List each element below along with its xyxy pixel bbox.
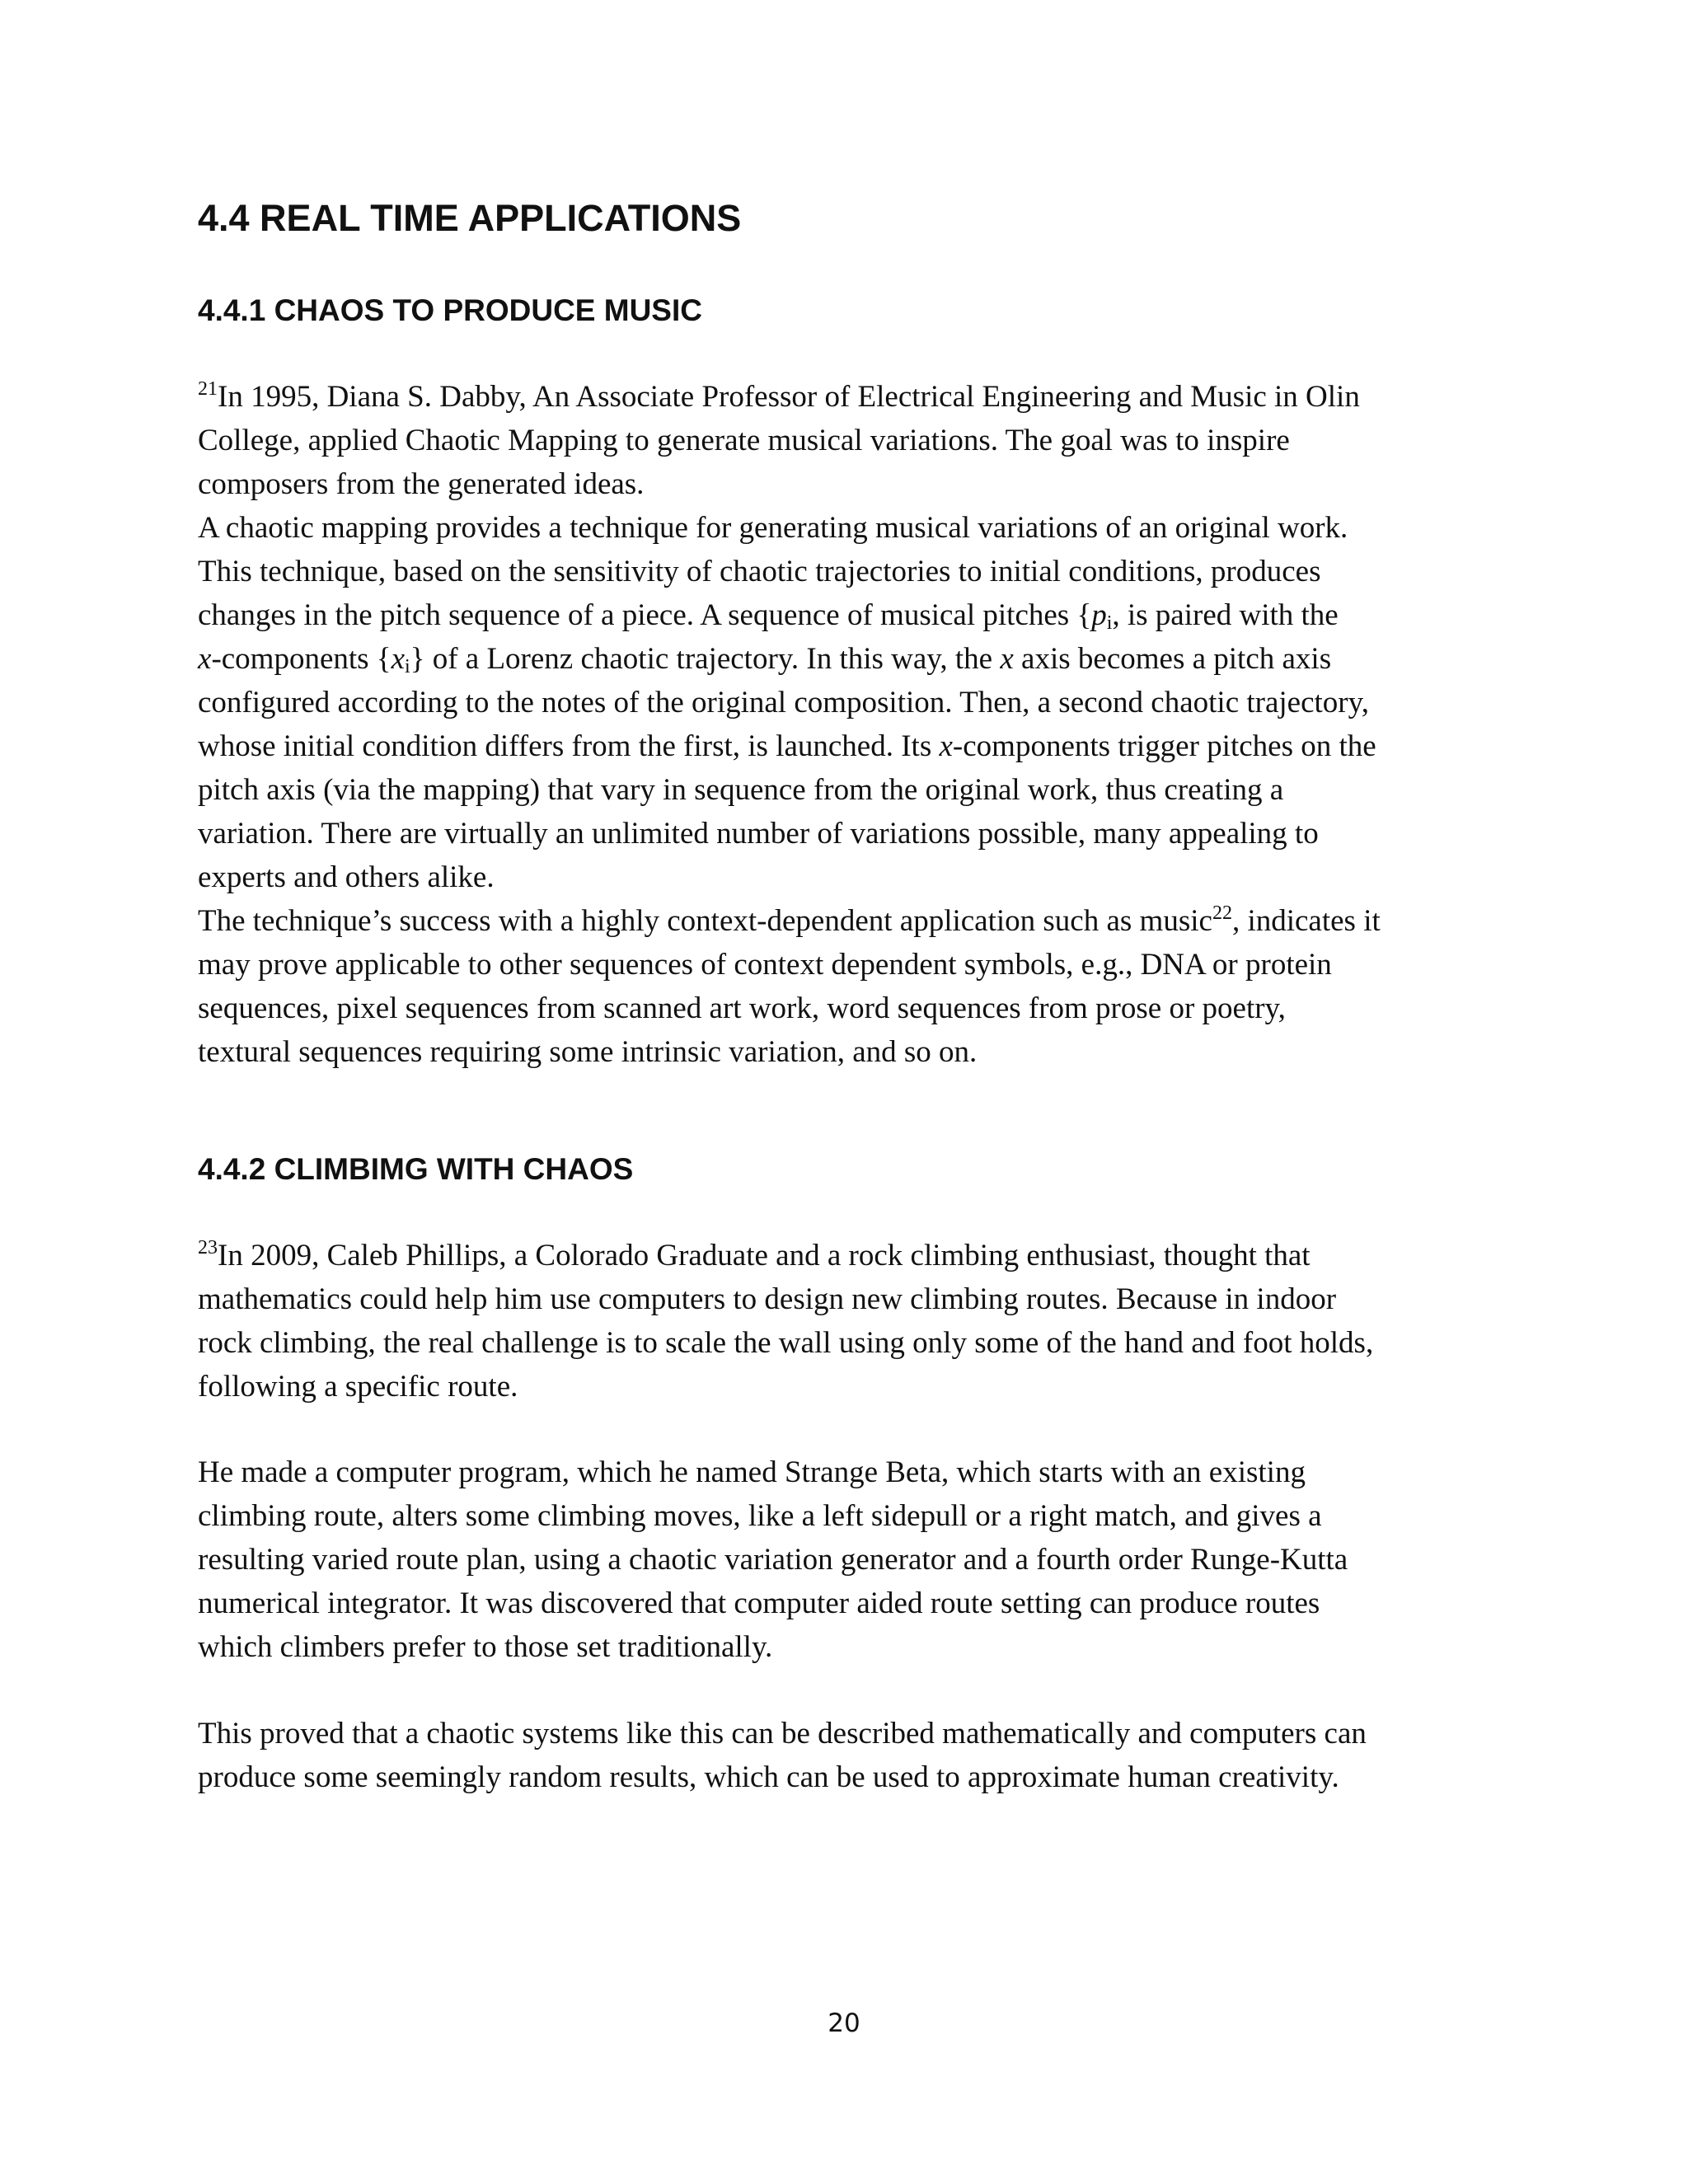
climbing-paragraph-1 xyxy=(198,1234,1517,1408)
text-line: The technique’s success with a highly context-dependent application such as music$^{22}$, indicates it xyxy=(198,902,1381,938)
footnote-ref-23: 23 xyxy=(198,1237,218,1258)
text-line: composers from the generated ideas. xyxy=(198,467,645,501)
text-line: x-components $\{x_i\}$ of a Lorenz chaotic trajectory. In this way, the x axis becomes a pitch axis xyxy=(198,642,1332,677)
page-number: 20 xyxy=(828,2008,860,2038)
text-line: textural sequences requiring some intrinsic variation, and so on. xyxy=(198,1035,978,1069)
text-line: numerical integrator. It was discovered that computer aided route setting can produce routes xyxy=(198,1586,1320,1620)
text-line: A chaotic mapping provides a technique for generating musical variations of an original work. xyxy=(198,511,1348,545)
footnote-ref-22: 22 xyxy=(1212,902,1232,924)
text-line: College, applied Chaotic Mapping to generate musical variations. The goal was to inspire xyxy=(198,424,1290,457)
subsection-heading-climbing: 4.4.2 CLIMBIMG WITH CHAOS xyxy=(198,1152,634,1186)
text-line: This technique, based on the sensitivity of chaotic trajectories to initial conditions, produces xyxy=(198,555,1321,588)
text-line: rock climbing, the real challenge is to scale the wall using only some of the hand and foot holds, xyxy=(198,1326,1374,1360)
text-line: He made a computer program, which he named Strange Beta, which starts with an existing xyxy=(198,1455,1306,1489)
text-line: $^{21}$In 1995, Diana S. Dabby, An Associate Professor of Electrical Engineering and Music in Olin xyxy=(198,378,1360,414)
text-line: may prove applicable to other sequences of context dependent symbols, e.g., DNA or protein xyxy=(198,948,1332,982)
text-line: produce some seemingly random results, which can be used to approximate human creativity. xyxy=(198,1760,1339,1794)
text-line: resulting varied route plan, using a chaotic variation generator and a fourth order Runge-Kutta xyxy=(198,1543,1348,1577)
text-line: which climbers prefer to those set traditionally. xyxy=(198,1630,773,1664)
text-line: following a specific route. xyxy=(198,1370,518,1404)
text-line: whose initial condition differs from the first, is launched. Its x-components trigger pitches on the xyxy=(198,729,1376,763)
text-line: configured according to the notes of the original composition. Then, a second chaotic trajectory, xyxy=(198,686,1369,719)
text-line: pitch axis (via the mapping) that vary in sequence from the original work, thus creating a xyxy=(198,773,1284,807)
text-line: changes in the pitch sequence of a piece. A sequence of musical pitches {$p_i$, is paired with the xyxy=(198,598,1339,634)
section-title: 4.4 REAL TIME APPLICATIONS xyxy=(198,197,742,239)
text-line: This proved that a chaotic systems like this can be described mathematically and computers can xyxy=(198,1717,1367,1750)
climbing-paragraph-2 xyxy=(198,1451,1517,1669)
text-line: sequences, pixel sequences from scanned art work, word sequences from prose or poetry, xyxy=(198,991,1286,1025)
music-paragraph xyxy=(198,375,1517,1074)
text-line: experts and others alike. xyxy=(198,860,495,894)
climbing-paragraph-3 xyxy=(198,1712,1517,1799)
subsection-heading-music: 4.4.1 CHAOS TO PRODUCE MUSIC xyxy=(198,293,702,327)
text-line: mathematics could help him use computers to design new climbing routes. Because in indoor xyxy=(198,1282,1337,1316)
text-line: climbing route, alters some climbing moves, like a left sidepull or a right match, and gives a xyxy=(198,1499,1322,1533)
text-line: $^{23}$In 2009, Caleb Phillips, a Colorado Graduate and a rock climbing enthusiast, thought that xyxy=(198,1237,1311,1272)
footnote-ref-21: 21 xyxy=(198,378,218,400)
text-line: variation. There are virtually an unlimited number of variations possible, many appealing to xyxy=(198,817,1319,851)
